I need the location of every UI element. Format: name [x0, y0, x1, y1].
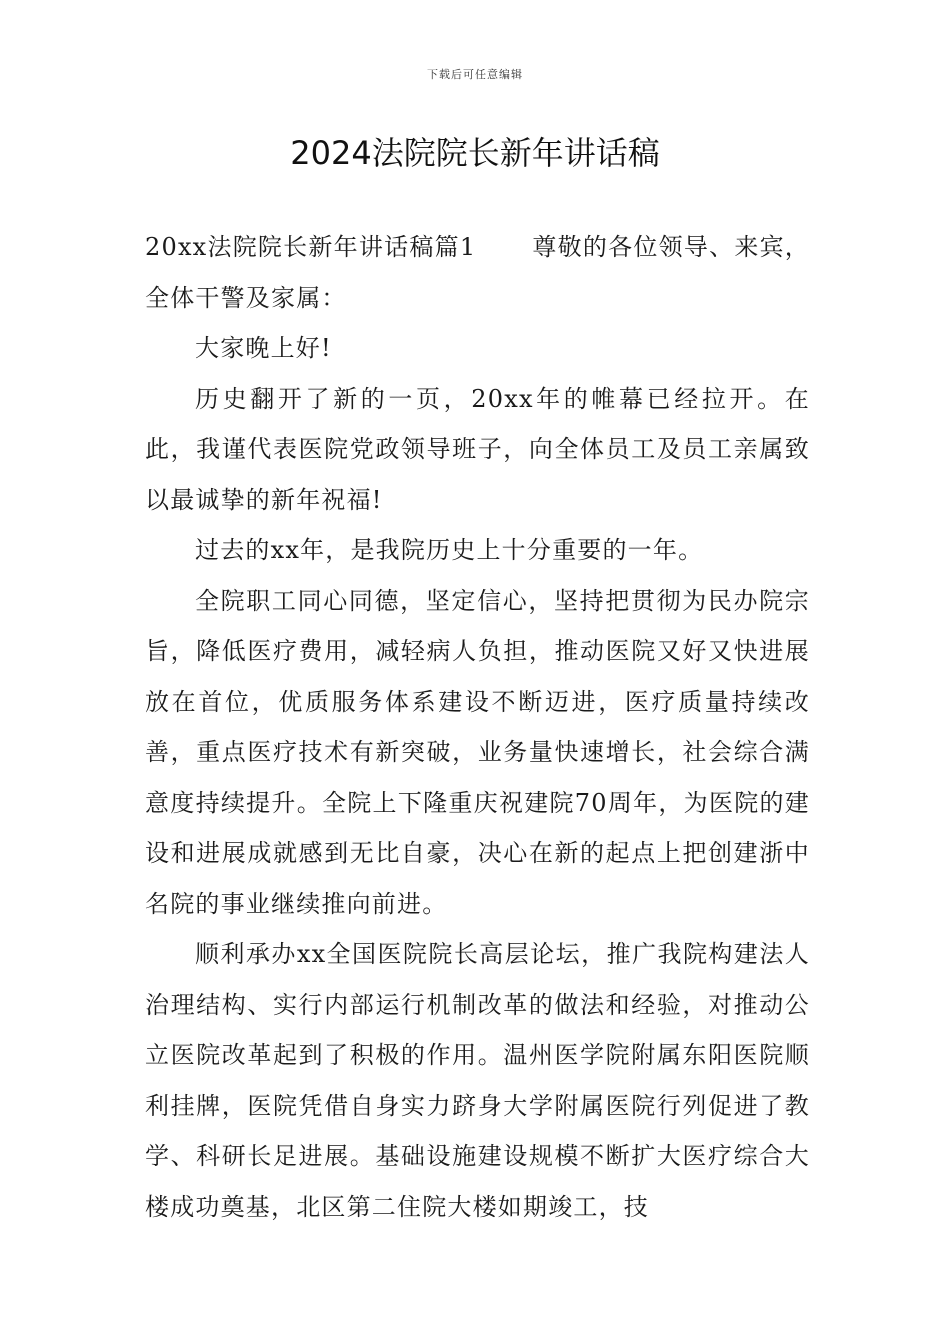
intro-paragraph	[145, 222, 810, 323]
paragraph-past-year: 过去的xx年，是我院历史上十分重要的一年。	[195, 536, 704, 564]
header-note: 下载后可任意编辑	[427, 68, 523, 81]
paragraph-greeting: 大家晚上好!	[195, 334, 332, 362]
paragraph-achievements: 全院职工同心同德，坚定信心，坚持把贯彻为民办院宗旨，降低医疗费用，减轻病人负担，推动医院又好又快进展放在首位，优质服务体系建设不断迈进，医疗质量持续改善，重点医疗技术有新突破，业务量快速增长，社会综合满意度持续提升。全院上下隆重庆祝建院70周年，为医院的建设和进展成就感到无比自豪，决心在新的起点上把创建浙中名院的事业继续推向前进。	[145, 586, 810, 918]
paragraph-forum: 顺利承办xx全国医院院长高层论坛，推广我院构建法人治理结构、实行内部运行机制改革的做法和经验，对推动公立医院改革起到了积极的作用。温州医学院附属东阳医院顺利挂牌，医院凭借自身实力跻身大学附属医院行列促进了教学、科研长足进展。基础设施建设规模不断扩大医疗综合大楼成功奠基，北区第二住院大楼如期竣工，技	[145, 940, 810, 1221]
document-title: 2024法院院长新年讲话稿	[290, 134, 660, 172]
intro-heading: 20xx法院院长新年讲话稿篇1	[145, 233, 477, 261]
document-body	[145, 222, 810, 1232]
intro-salutation: 尊敬的各位领导、来宾，全体干警及家属：	[145, 233, 810, 312]
paragraph-new-year: 历史翻开了新的一页，20xx年的帷幕已经拉开。在此，我谨代表医院党政领导班子，向全体员工及员工亲属致以最诚挚的新年祝福!	[145, 384, 810, 514]
